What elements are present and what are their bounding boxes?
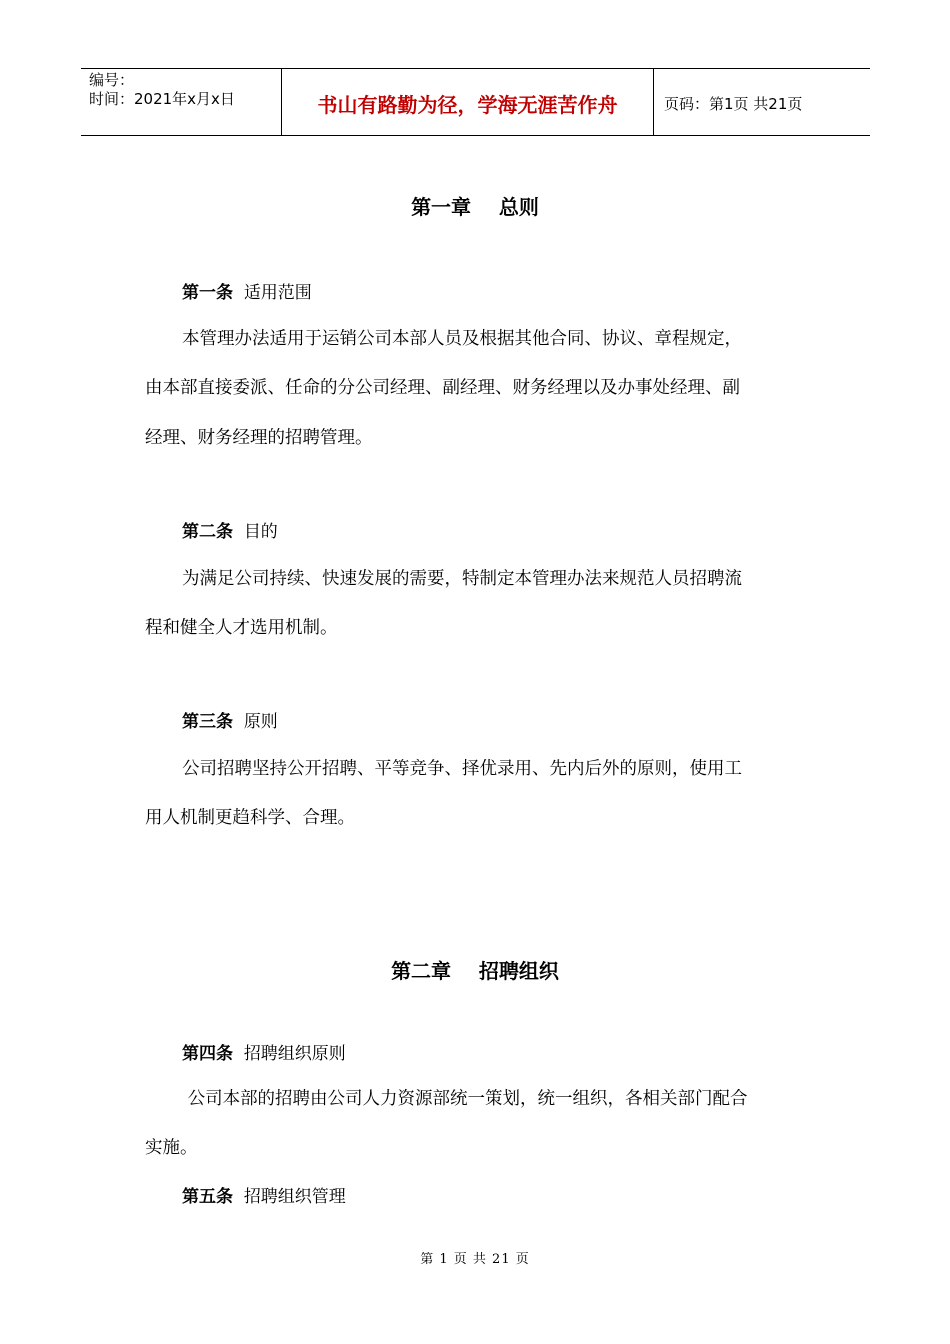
article-number: 第四条: [182, 1044, 233, 1064]
chapter-1-title: 第一章 总则: [411, 195, 539, 219]
document-time: 时间：2021年x月x日: [89, 90, 235, 108]
article-3-heading: [182, 707, 278, 732]
article-4-heading: [182, 1039, 346, 1064]
paragraph-line: 公司招聘坚持公开招聘、平等竞争、择优录用、先内后外的原则，使用工: [182, 759, 742, 779]
paragraph-line: 程和健全人才选用机制。: [145, 618, 338, 638]
paragraph-line: 公司本部的招聘由公司人力资源部统一策划，统一组织，各相关部门配合: [182, 1089, 748, 1109]
article-title: 适用范围: [243, 283, 312, 303]
article-2-heading: [182, 517, 278, 542]
article-title: 目的: [243, 522, 278, 542]
paragraph-line: 为满足公司持续、快速发展的需要，特制定本管理办法来规范人员招聘流: [182, 569, 742, 589]
chapter-2-title: 第二章 招聘组织: [391, 959, 559, 983]
article-number: 第三条: [182, 712, 233, 732]
header-motto: 书山有路勤为径，学海无涯苦作舟: [282, 69, 654, 135]
article-title: 招聘组织原则: [243, 1044, 346, 1064]
paragraph-line: 经理、财务经理的招聘管理。: [145, 428, 373, 448]
page-header: [81, 68, 870, 136]
document-number-label: 编号：: [89, 71, 135, 89]
article-number: 第五条: [182, 1187, 233, 1207]
header-page-info: 页码：第1页 共21页: [664, 94, 803, 113]
article-number: 第二条: [182, 522, 233, 542]
paragraph-line: 本管理办法适用于运销公司本部人员及根据其他合同、协议、章程规定，: [182, 329, 742, 349]
article-number: 第一条: [182, 283, 233, 303]
header-meta: [81, 69, 282, 135]
paragraph-line: 由本部直接委派、任命的分公司经理、副经理、财务经理以及办事处经理、副: [145, 378, 740, 398]
article-5-heading: [182, 1182, 346, 1207]
article-1-heading: [182, 278, 312, 303]
article-title: 原则: [243, 712, 278, 732]
paragraph-line: 实施。: [145, 1138, 198, 1158]
page-footer: 第 1 页 共 21 页: [420, 1252, 530, 1267]
article-title: 招聘组织管理: [243, 1187, 346, 1207]
paragraph-line: 用人机制更趋科学、合理。: [145, 808, 355, 828]
